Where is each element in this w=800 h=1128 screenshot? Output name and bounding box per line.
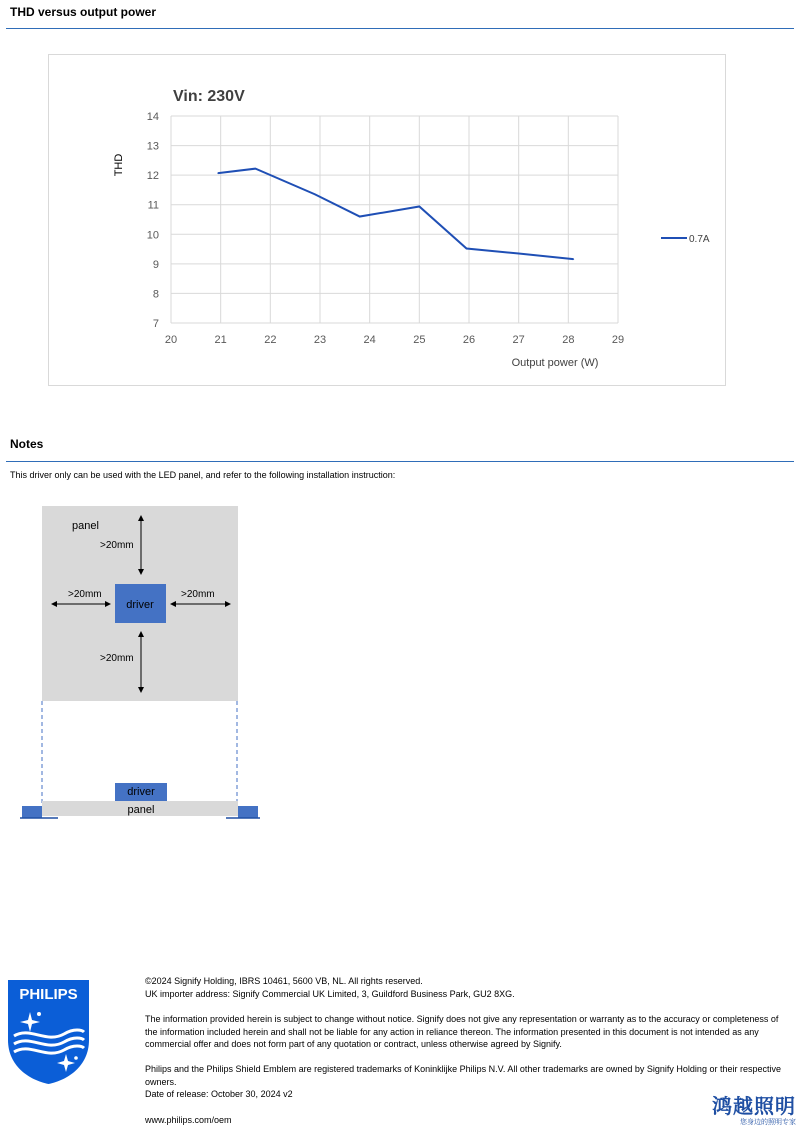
data-point (466, 248, 468, 250)
brand-name: 鸿越照明 (712, 1096, 796, 1118)
data-point (573, 258, 575, 260)
x-tick-label: 24 (363, 334, 376, 346)
brand-tagline: 您身边的照明专家 (740, 1119, 796, 1126)
philips-wordmark: PHILIPS (19, 986, 78, 1003)
y-tick-label: 12 (146, 170, 159, 183)
legend-label: 0.7A (689, 234, 710, 245)
side-driver-label: driver (127, 786, 155, 798)
notes-text: This driver only can be used with the LED panel, and refer to the following installation instruction: (10, 470, 396, 480)
chart-title: Vin: 230V (173, 88, 245, 105)
section-divider (6, 28, 794, 29)
data-point (314, 194, 316, 196)
x-tick-label: 27 (512, 334, 525, 346)
side-panel-label: panel (127, 804, 155, 816)
frame-right (238, 806, 258, 818)
installation-diagram (0, 500, 300, 830)
footer-url[interactable]: www.philips.com/oem (145, 1115, 232, 1125)
clearance-left: >20mm (68, 589, 102, 600)
x-tick-label: 28 (562, 334, 575, 346)
x-tick-label: 26 (462, 334, 476, 346)
thd-chart (48, 54, 726, 386)
importer-line: UK importer address: Signify Commercial UK Limited, 3, Guildford Business Park, GU2 8XG. (145, 988, 515, 999)
frame-left (22, 806, 42, 818)
brand-mark (702, 1096, 796, 1127)
x-tick-label: 23 (313, 334, 327, 346)
y-tick-label: 9 (152, 258, 159, 271)
axis-ticks (147, 111, 624, 346)
y-tick-label: 8 (152, 288, 159, 301)
x-tick-label: 20 (164, 334, 178, 346)
x-tick-label: 22 (264, 334, 277, 346)
x-tick-label: 29 (611, 334, 625, 346)
data-point (359, 216, 361, 218)
clearance-right: >20mm (181, 589, 215, 600)
clearance-bottom: >20mm (100, 653, 134, 664)
y-tick-label: 13 (146, 140, 159, 153)
x-tick-label: 25 (413, 334, 426, 346)
x-axis-label: Output power (W) (511, 357, 599, 369)
footer-copyright (145, 975, 790, 1000)
y-tick-label: 14 (146, 111, 159, 123)
philips-shield-logo (6, 978, 91, 1086)
chart-grid (171, 116, 618, 323)
series-line-0.7A (218, 169, 573, 259)
data-point (518, 253, 520, 255)
copyright-line: ©2024 Signify Holding, IBRS 10461, 5600 VB, NL. All rights reserved. (145, 976, 423, 986)
panel-label: panel (72, 520, 99, 532)
y-tick-label: 11 (147, 199, 159, 212)
driver-label: driver (126, 599, 154, 611)
series-layer (217, 168, 574, 260)
section-title-notes: Notes (10, 437, 44, 451)
footer-disclaimer: The information provided herein is subject to change without notice. Signify does not give any representation or warranty as to the accuracy or completeness of the information included herein and shall not be liable for any action in reliance thereon. The information presented in this document is not intended as any commercial offer and does not form part of any quotation or contract, unless otherwise agreed by Signify. (145, 1014, 779, 1049)
y-tick-label: 10 (146, 229, 159, 242)
trademarks-text: Philips and the Philips Shield Emblem are registered trademarks of Koninklijke Philips N.V. All other trademarks are owned by Signify Holding or their respective owners. (145, 1064, 781, 1087)
section-title-thd: THD versus output power (10, 5, 157, 19)
y-tick-label: 7 (152, 318, 159, 330)
data-point (419, 206, 421, 208)
chart-legend (661, 234, 710, 245)
data-point (255, 168, 257, 170)
x-tick-label: 21 (214, 334, 227, 346)
y-axis-label: THD (113, 153, 125, 177)
data-point (217, 172, 219, 174)
thd-chart-svg (49, 55, 725, 385)
release-date: Date of release: October 30, 2024 v2 (145, 1089, 293, 1099)
clearance-top: >20mm (100, 540, 134, 551)
section-divider (6, 461, 794, 462)
footer-trademarks (145, 1063, 790, 1101)
